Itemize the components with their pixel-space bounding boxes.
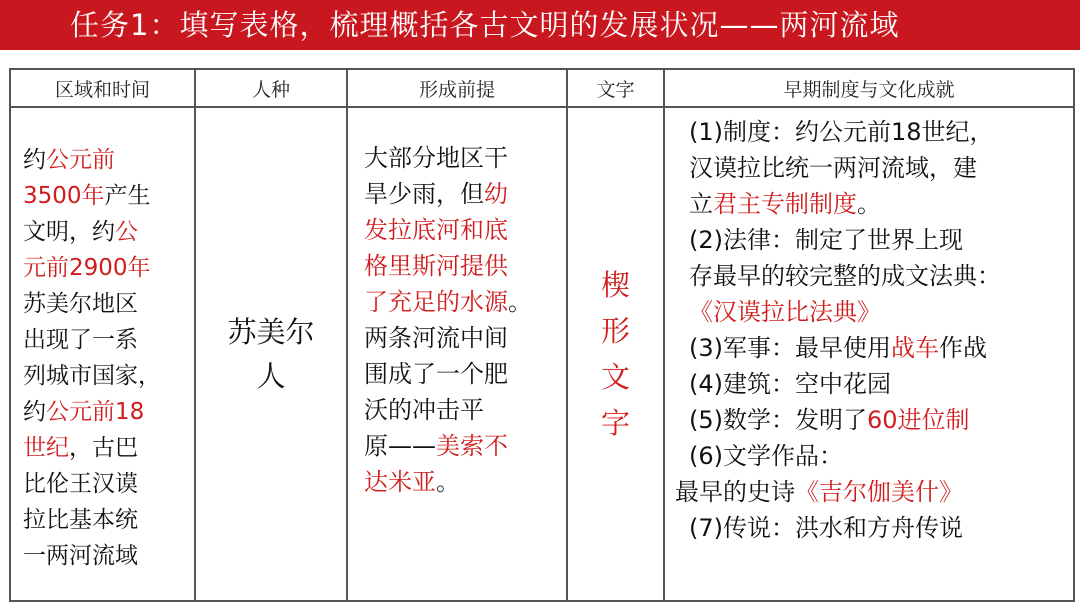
civilization-table: [9, 68, 1075, 602]
text-line: [23, 430, 190, 466]
text-line: [675, 510, 1069, 546]
page-title-banner: [0, 0, 1080, 50]
table-row: [10, 107, 1074, 601]
text-line: [23, 214, 190, 250]
text-segment: (2)法律：制定了世界上现: [689, 226, 963, 254]
text-line: 字: [600, 406, 630, 440]
text-line: [23, 538, 190, 574]
text-segment: 约: [23, 399, 46, 425]
divider: [0, 50, 1080, 62]
highlight-text: 《汉谟拉比法典》: [689, 298, 881, 326]
text-line: [675, 258, 1069, 294]
text-segment: 大部分地区干: [364, 144, 508, 172]
text-line: [23, 466, 190, 502]
text-line: [364, 356, 560, 392]
text-line: [364, 320, 560, 356]
highlight-text: 世纪: [23, 435, 69, 461]
text-line: [364, 284, 560, 320]
highlight-text: 战车: [891, 334, 939, 362]
text-segment: 作战: [939, 334, 987, 362]
text-segment: 沃的冲击平: [364, 396, 484, 424]
text-segment: 文明，约: [23, 219, 115, 245]
text-line: 文: [600, 360, 630, 394]
header-race: 人种: [195, 69, 347, 107]
text-segment: ，古巴: [69, 435, 138, 461]
highlight-text: 公元前18: [46, 399, 145, 425]
text-segment: 苏美尔地区: [23, 291, 138, 317]
text-line: 苏美尔: [227, 315, 315, 349]
cell-achievements: [664, 107, 1074, 601]
text-segment: 出现了一系: [23, 327, 138, 353]
text-segment: (5)数学：发明了: [689, 406, 867, 434]
text-segment: 最早的史诗: [675, 478, 795, 506]
text-line: [23, 358, 190, 394]
text-segment: 围成了一个肥: [364, 360, 508, 388]
highlight-text: 幼: [484, 180, 508, 208]
highlight-text: 60进位制: [867, 406, 970, 434]
text-line: [364, 392, 560, 428]
highlight-text: 君主专制制度: [713, 190, 857, 218]
header-preconditions: 形成前提: [347, 69, 567, 107]
highlight-text: 发拉底河和底: [364, 216, 508, 244]
highlight-text: 公: [115, 219, 138, 245]
text-line: [675, 222, 1069, 258]
text-segment: 原——: [364, 432, 436, 460]
highlight-text: 了充足的水源: [364, 288, 508, 316]
text-line: [675, 114, 1069, 150]
text-segment: 。: [857, 190, 881, 218]
text-line: [23, 178, 190, 214]
text-line: [23, 286, 190, 322]
cell-race: [195, 107, 347, 601]
table-header-row: [10, 69, 1074, 107]
cell-region-time: [10, 107, 195, 601]
text-line: 人: [256, 359, 286, 393]
text-line: [675, 474, 1069, 510]
highlight-text: 元前2900年: [23, 255, 151, 281]
text-line: 楔: [600, 268, 630, 302]
text-segment: (7)传说：洪水和方舟传说: [689, 514, 963, 542]
text-segment: 存最早的较完整的成文法典：: [689, 262, 1001, 290]
text-segment: 一两河流域: [23, 543, 138, 569]
text-line: [675, 330, 1069, 366]
text-segment: 。: [436, 468, 460, 496]
page-title: 任务1：填写表格，梳理概括各古文明的发展状况——两河流域: [70, 8, 900, 42]
text-segment: 拉比基本统: [23, 507, 138, 533]
text-segment: 汉谟拉比统一两河流域，建: [689, 154, 977, 182]
highlight-text: 格里斯河提供: [364, 252, 508, 280]
text-segment: 列城市国家，: [23, 363, 161, 389]
highlight-text: 达米亚: [364, 468, 436, 496]
text-segment: 两条河流中间: [364, 324, 508, 352]
text-line: [364, 248, 560, 284]
highlight-text: 公元前: [46, 147, 115, 173]
text-line: [364, 464, 560, 500]
header-achievements: 早期制度与文化成就: [664, 69, 1074, 107]
text-line: [23, 394, 190, 430]
text-segment: (4)建筑：空中花园: [689, 370, 891, 398]
text-line: [675, 438, 1069, 474]
highlight-text: 美索不: [436, 432, 508, 460]
text-segment: 产生: [104, 183, 151, 209]
text-line: [364, 428, 560, 464]
text-segment: 立: [689, 190, 713, 218]
text-line: [675, 366, 1069, 402]
text-line: [23, 250, 190, 286]
text-segment: (3)军事：最早使用: [689, 334, 891, 362]
text-segment: 旱少雨，但: [364, 180, 484, 208]
text-segment: (1)制度：约公元前18世纪，: [689, 118, 994, 146]
cell-writing: [567, 107, 664, 601]
text-segment: 比伦王汉谟: [23, 471, 138, 497]
text-line: [364, 212, 560, 248]
text-line: [23, 322, 190, 358]
text-segment: 约: [23, 147, 46, 173]
text-line: [364, 176, 560, 212]
header-region-time: 区域和时间: [10, 69, 195, 107]
text-segment: (6)文学作品：: [689, 442, 843, 470]
cell-preconditions: [347, 107, 567, 601]
text-line: [675, 402, 1069, 438]
text-segment: 。: [508, 288, 532, 316]
text-line: [364, 140, 560, 176]
highlight-text: 3500年: [23, 183, 105, 209]
text-line: 形: [600, 314, 630, 348]
text-line: [23, 502, 190, 538]
text-line: [23, 142, 190, 178]
highlight-text: 《吉尔伽美什》: [795, 478, 963, 506]
text-line: [675, 150, 1069, 186]
header-writing: 文字: [567, 69, 664, 107]
text-line: [675, 186, 1069, 222]
text-line: [675, 294, 1069, 330]
